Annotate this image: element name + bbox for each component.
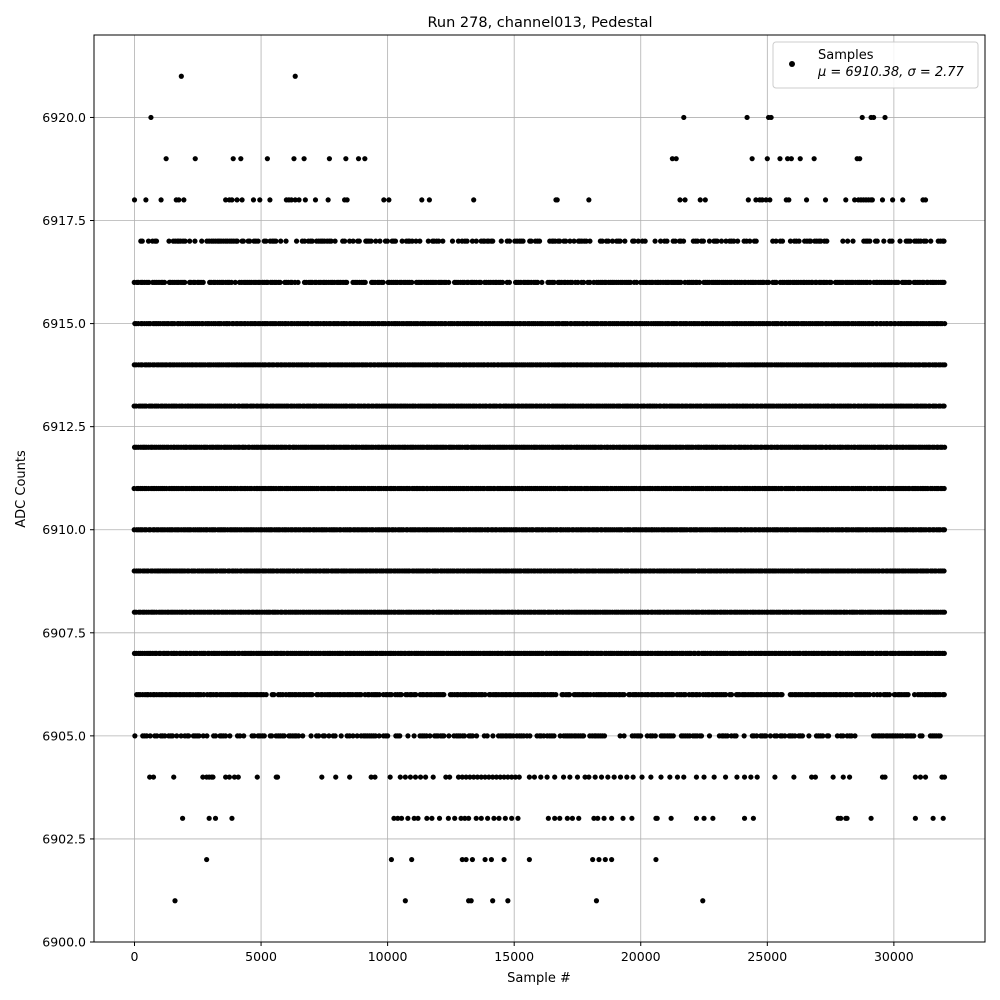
sample-point: [707, 239, 712, 244]
sample-point: [767, 197, 772, 202]
sample-point: [538, 774, 543, 779]
sample-point: [823, 197, 828, 202]
sample-point: [278, 280, 283, 285]
sample-point: [942, 362, 947, 367]
sample-point: [251, 197, 256, 202]
sample-point: [911, 733, 916, 738]
sample-point: [333, 733, 338, 738]
sample-point: [923, 239, 928, 244]
sample-point: [681, 774, 686, 779]
sample-point: [875, 239, 880, 244]
sample-point: [561, 774, 566, 779]
sample-point: [780, 239, 785, 244]
sample-point: [447, 774, 452, 779]
sample-point: [229, 197, 234, 202]
sample-point: [581, 733, 586, 738]
sample-point: [182, 280, 187, 285]
sample-point: [294, 239, 299, 244]
sample-point: [754, 239, 759, 244]
sample-point: [905, 692, 910, 697]
sample-point: [860, 115, 865, 120]
sample-point: [417, 239, 422, 244]
sample-point: [413, 774, 418, 779]
sample-point: [850, 239, 855, 244]
sample-point: [267, 197, 272, 202]
sample-point: [942, 527, 947, 532]
sample-point: [786, 197, 791, 202]
sample-point: [143, 197, 148, 202]
sample-point: [942, 692, 947, 697]
sample-point: [412, 733, 417, 738]
sample-point: [381, 280, 386, 285]
sample-point: [618, 774, 623, 779]
sample-point: [769, 115, 774, 120]
sample-point: [923, 197, 928, 202]
sample-point: [941, 239, 946, 244]
sample-point: [942, 403, 947, 408]
sample-point: [234, 197, 239, 202]
sample-point: [870, 197, 875, 202]
sample-point: [882, 115, 887, 120]
sample-point: [681, 239, 686, 244]
sample-point: [397, 733, 402, 738]
sample-point: [236, 774, 241, 779]
sample-point: [446, 280, 451, 285]
sample-point: [942, 651, 947, 656]
sample-point: [264, 692, 269, 697]
sample-point: [671, 733, 676, 738]
sample-point: [897, 239, 902, 244]
sample-point: [867, 239, 872, 244]
sample-point: [399, 692, 404, 697]
sample-point: [682, 197, 687, 202]
sample-point: [677, 197, 682, 202]
sample-point: [742, 733, 747, 738]
sample-point: [845, 239, 850, 244]
sample-point: [148, 733, 153, 738]
sample-point: [723, 774, 728, 779]
sample-point: [675, 774, 680, 779]
sample-point: [587, 239, 592, 244]
sample-point: [499, 239, 504, 244]
sample-point: [265, 156, 270, 161]
sample-point: [552, 774, 557, 779]
sample-point: [532, 774, 537, 779]
sample-point: [441, 733, 446, 738]
sample-point: [719, 239, 724, 244]
sample-point: [427, 197, 432, 202]
sample-point: [621, 733, 626, 738]
sample-point: [575, 774, 580, 779]
sample-point: [388, 774, 393, 779]
sample-point: [176, 197, 181, 202]
sample-point: [889, 239, 894, 244]
sample-point: [742, 774, 747, 779]
sample-point: [474, 239, 479, 244]
sample-point: [308, 733, 313, 738]
sample-point: [357, 239, 362, 244]
sample-point: [624, 774, 629, 779]
sample-point: [363, 280, 368, 285]
sample-point: [653, 733, 658, 738]
sample-point: [734, 774, 739, 779]
sample-point: [132, 197, 137, 202]
sample-point: [735, 239, 740, 244]
sample-point: [567, 774, 572, 779]
sample-point: [826, 733, 831, 738]
sample-point: [631, 774, 636, 779]
sample-point: [567, 692, 572, 697]
sample-point: [500, 280, 505, 285]
sample-point: [344, 280, 349, 285]
sample-point: [612, 774, 617, 779]
sample-point: [789, 156, 794, 161]
sample-point: [179, 74, 184, 79]
sample-point: [729, 692, 734, 697]
sample-point: [551, 733, 556, 738]
sample-point: [812, 156, 817, 161]
sample-point: [241, 239, 246, 244]
sample-point: [381, 197, 386, 202]
sample-point: [291, 156, 296, 161]
sample-point: [824, 239, 829, 244]
sample-point: [852, 733, 857, 738]
sample-point: [652, 239, 657, 244]
sample-point: [398, 774, 403, 779]
sample-point: [273, 239, 278, 244]
sample-point: [282, 733, 287, 738]
sample-point: [132, 733, 137, 738]
sample-point: [942, 610, 947, 615]
sample-point: [919, 733, 924, 738]
sample-point: [327, 156, 332, 161]
sample-point: [300, 733, 305, 738]
sample-point: [413, 692, 418, 697]
sample-point: [622, 239, 627, 244]
sample-point: [296, 197, 301, 202]
sample-point: [409, 280, 414, 285]
sample-point: [339, 733, 344, 738]
sample-point: [746, 197, 751, 202]
sample-point: [303, 197, 308, 202]
sample-point: [599, 774, 604, 779]
sample-point: [372, 774, 377, 779]
sample-point: [881, 239, 886, 244]
sample-point: [241, 733, 246, 738]
sample-point: [474, 733, 479, 738]
sample-point: [313, 197, 318, 202]
sample-point: [485, 733, 490, 738]
sample-point: [151, 774, 156, 779]
sample-point: [840, 239, 845, 244]
sample-point: [890, 197, 895, 202]
sample-point: [765, 156, 770, 161]
sample-point: [275, 774, 280, 779]
sample-point: [507, 280, 512, 285]
chart-title: Run 278, channel013, Pedestal: [427, 15, 653, 31]
sample-point: [602, 733, 607, 738]
sample-point: [544, 774, 549, 779]
sample-point: [639, 774, 644, 779]
sample-point: [257, 197, 262, 202]
sample-point: [857, 156, 862, 161]
sample-point: [408, 774, 413, 779]
sample-point: [386, 197, 391, 202]
sample-point: [186, 733, 191, 738]
sample-point: [403, 774, 408, 779]
sample-point: [747, 239, 752, 244]
sample-point: [427, 733, 432, 738]
sample-point: [441, 692, 446, 697]
sample-point: [586, 774, 591, 779]
sample-point: [385, 239, 390, 244]
sample-point: [347, 774, 352, 779]
sample-point: [393, 239, 398, 244]
sample-point: [703, 197, 708, 202]
sample-point: [148, 115, 153, 120]
sample-point: [343, 156, 348, 161]
sample-point: [941, 568, 946, 573]
sample-point: [183, 239, 188, 244]
sample-point: [199, 239, 204, 244]
sample-point: [187, 239, 192, 244]
sample-point: [164, 156, 169, 161]
sample-point: [316, 733, 321, 738]
sample-point: [385, 733, 390, 738]
sample-point: [942, 321, 947, 326]
sample-point: [262, 733, 267, 738]
sample-point: [796, 239, 801, 244]
sample-point: [750, 156, 755, 161]
sample-point: [301, 156, 306, 161]
sample-point: [377, 239, 382, 244]
sample-point: [342, 239, 347, 244]
sample-point: [471, 197, 476, 202]
sample-point: [181, 197, 186, 202]
sample-point: [201, 280, 206, 285]
sample-point: [667, 774, 672, 779]
sample-point: [235, 239, 240, 244]
sample-point: [938, 733, 943, 738]
sample-point: [464, 239, 469, 244]
sample-point: [707, 733, 712, 738]
sample-point: [319, 774, 324, 779]
sample-point: [255, 774, 260, 779]
sample-point: [701, 774, 706, 779]
sample-point: [440, 239, 445, 244]
sample-point: [828, 280, 833, 285]
sample-point: [800, 733, 805, 738]
sample-point: [423, 774, 428, 779]
sample-point: [446, 733, 451, 738]
sample-point: [158, 197, 163, 202]
sample-point: [555, 197, 560, 202]
sample-point: [293, 74, 298, 79]
sample-point: [154, 239, 159, 244]
sample-point: [210, 774, 215, 779]
sample-point: [681, 115, 686, 120]
sample-point: [648, 774, 653, 779]
sample-point: [227, 774, 232, 779]
sample-point: [880, 197, 885, 202]
sample-point: [804, 197, 809, 202]
sample-point: [356, 156, 361, 161]
sample-point: [539, 280, 544, 285]
sample-point: [798, 156, 803, 161]
sample-point: [405, 733, 410, 738]
sample-point: [490, 239, 495, 244]
sample-point: [450, 239, 455, 244]
sample-point: [239, 197, 244, 202]
sample-point: [193, 156, 198, 161]
sample-point: [490, 733, 495, 738]
sample-point: [537, 239, 542, 244]
sample-point: [748, 774, 753, 779]
sample-point: [779, 692, 784, 697]
sample-point: [928, 239, 933, 244]
sample-point: [734, 733, 739, 738]
sample-point: [527, 733, 532, 738]
sample-point: [295, 280, 300, 285]
sample-point: [517, 774, 522, 779]
sample-point: [618, 239, 623, 244]
sample-point: [256, 239, 261, 244]
sample-point: [368, 239, 373, 244]
sample-point: [664, 239, 669, 244]
sample-point: [527, 774, 532, 779]
sample-point: [462, 733, 467, 738]
sample-point: [593, 774, 598, 779]
sample-point: [192, 239, 197, 244]
sample-point: [621, 692, 626, 697]
sample-point: [345, 197, 350, 202]
sample-point: [332, 239, 337, 244]
sample-point: [520, 239, 525, 244]
sample-point: [333, 774, 338, 779]
sample-point: [605, 774, 610, 779]
sample-point: [763, 733, 768, 738]
sample-point: [694, 774, 699, 779]
sample-point: [227, 733, 232, 738]
sample-point: [701, 239, 706, 244]
sample-point: [419, 197, 424, 202]
sample-point: [744, 115, 749, 120]
sample-point: [507, 239, 512, 244]
sample-point: [908, 239, 913, 244]
sample-point: [162, 280, 167, 285]
sample-point: [586, 197, 591, 202]
sample-point: [431, 774, 436, 779]
sample-point: [712, 774, 717, 779]
sample-point: [843, 197, 848, 202]
sample-point: [140, 239, 145, 244]
sample-point: [900, 197, 905, 202]
sample-point: [643, 239, 648, 244]
sample-point: [699, 733, 704, 738]
sample-point: [362, 156, 367, 161]
sample-point: [553, 692, 558, 697]
sample-point: [806, 733, 811, 738]
sample-point: [674, 156, 679, 161]
sample-point: [871, 115, 876, 120]
sample-point: [418, 774, 423, 779]
sample-point: [231, 156, 236, 161]
sample-point: [887, 692, 892, 697]
sample-point: [658, 774, 663, 779]
sample-point: [351, 239, 356, 244]
sample-point: [777, 156, 782, 161]
sample-point: [326, 197, 331, 202]
sample-point: [310, 692, 315, 697]
sample-point: [820, 733, 825, 738]
sample-point: [638, 733, 643, 738]
sample-point: [271, 692, 276, 697]
sample-point: [171, 774, 176, 779]
sample-point: [204, 733, 209, 738]
sample-point: [698, 197, 703, 202]
sample-point: [238, 156, 243, 161]
sample-point: [941, 280, 946, 285]
sample-point: [278, 239, 283, 244]
sample-point: [283, 239, 288, 244]
sample-point: [942, 445, 947, 450]
sample-point: [942, 486, 947, 491]
